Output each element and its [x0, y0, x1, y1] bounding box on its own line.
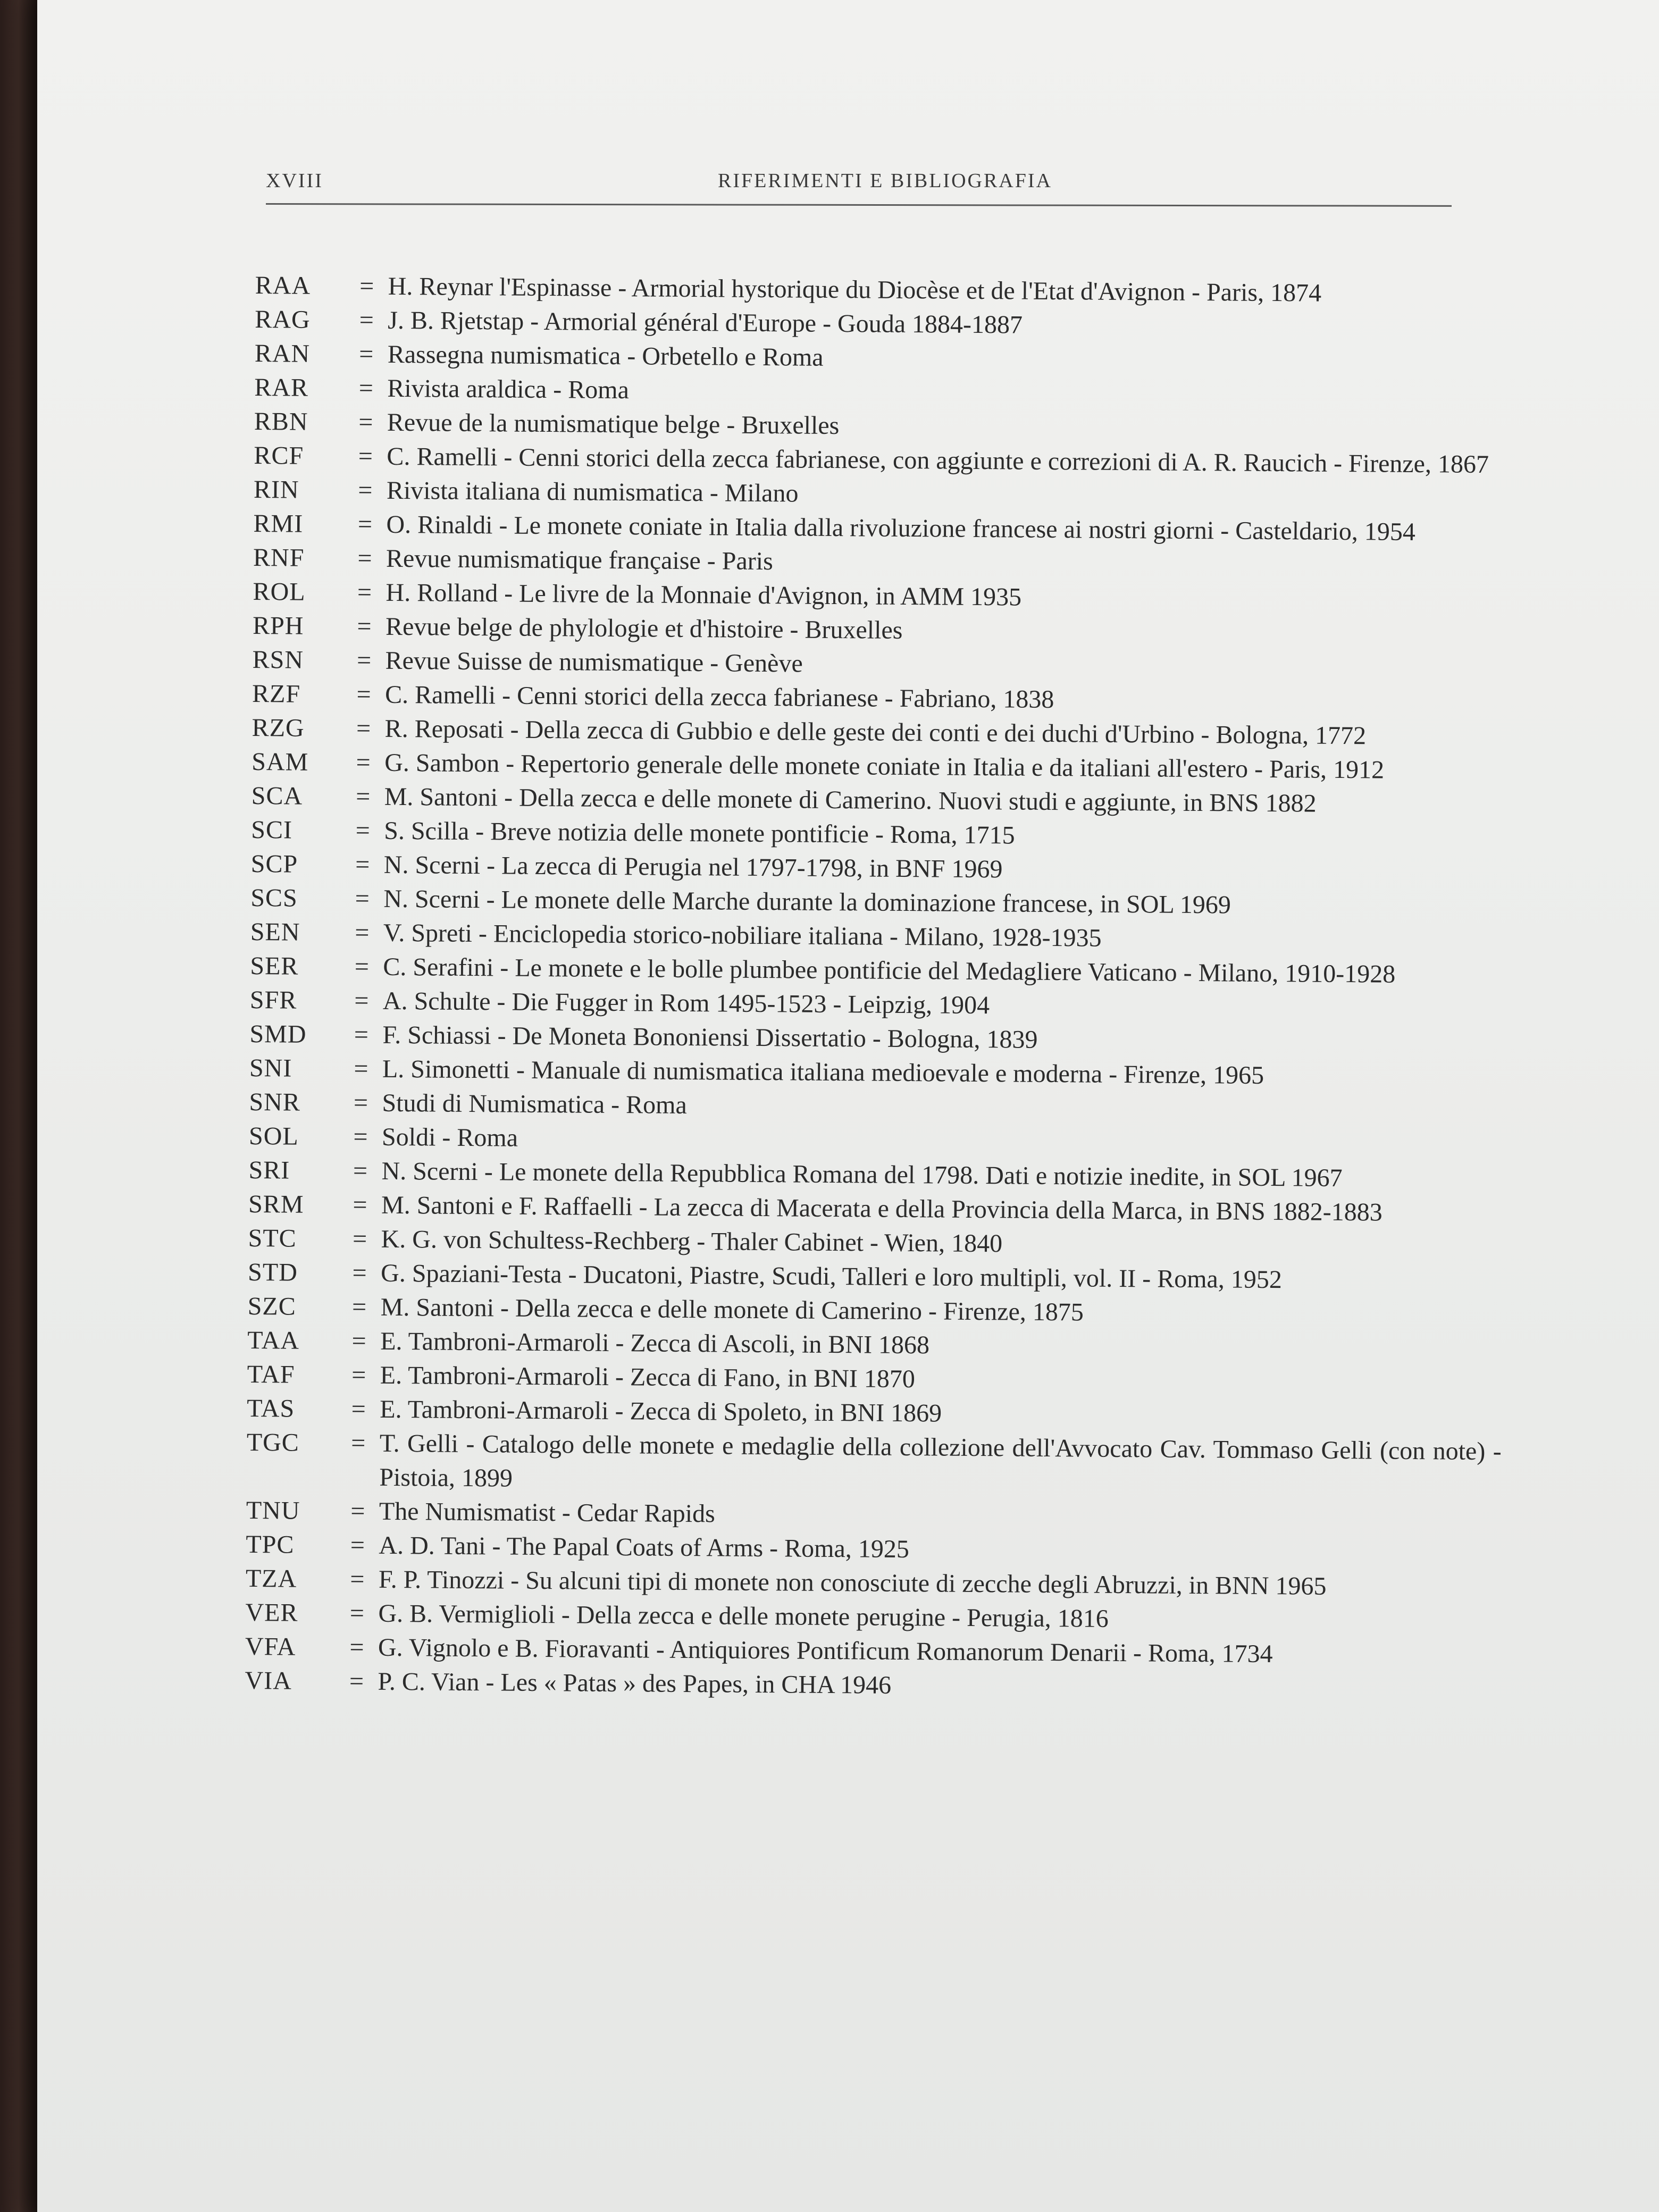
- entry-abbreviation: RPH: [252, 611, 304, 640]
- equals-sign: =: [350, 1497, 365, 1526]
- equals-sign: =: [354, 986, 369, 1015]
- entry-reference: N. Scerni - Le monete delle Marche durante la dominazione francese, in SOL 1969: [383, 884, 1231, 919]
- entry-reference: S. Scilla - Breve notizia delle monete pontificie - Roma, 1715: [384, 816, 1015, 850]
- equals-sign: =: [355, 850, 370, 879]
- entry-abbreviation: RIN: [253, 475, 299, 504]
- entry-abbreviation: SCI: [251, 815, 293, 844]
- entry-reference: Studi di Numismatica - Roma: [382, 1088, 687, 1119]
- entry-reference: Revue numismatique française - Paris: [386, 544, 773, 576]
- entry-abbreviation: SRM: [248, 1189, 304, 1219]
- entry-reference: E. Tambroni-Armaroli - Zecca di Ascoli, in BNI 1868: [380, 1327, 930, 1360]
- equals-sign: =: [355, 816, 370, 845]
- entry-abbreviation: RAG: [255, 305, 311, 334]
- book-binding: [0, 0, 37, 2212]
- equals-sign: =: [356, 646, 372, 675]
- equals-sign: =: [352, 1225, 367, 1253]
- bibliography-list: [245, 269, 1510, 1707]
- equals-sign: =: [351, 1429, 366, 1457]
- entry-abbreviation: SFR: [249, 985, 297, 1015]
- entry-abbreviation: SCA: [251, 781, 303, 810]
- entry-abbreviation: SNR: [249, 1087, 301, 1117]
- entry-reference: Rivista araldica - Roma: [387, 374, 630, 405]
- entry-reference: J. B. Rjetstap - Armorial général d'Europe - Gouda 1884-1887: [388, 306, 1023, 339]
- equals-sign: =: [356, 748, 371, 777]
- entry-reference: Revue Suisse de numismatique - Genève: [385, 646, 803, 678]
- entry-reference: Soldi - Roma: [381, 1122, 518, 1152]
- entry-reference: Revue de la numismatique belge - Bruxelles: [387, 408, 840, 440]
- equals-sign: =: [349, 1599, 365, 1628]
- entry-abbreviation: VIA: [245, 1666, 292, 1695]
- entry-abbreviation: VFA: [245, 1632, 296, 1661]
- equals-sign: =: [357, 544, 372, 573]
- entry-reference: R. Reposati - Della zecca di Gubbio e delle geste dei conti e dei duchi d'Urbino - Bologna, 1772: [384, 714, 1367, 750]
- equals-sign: =: [349, 1633, 364, 1662]
- equals-sign: =: [351, 1293, 367, 1321]
- equals-sign: =: [357, 612, 372, 641]
- equals-sign: =: [355, 782, 371, 811]
- entry-reference: E. Tambroni-Armaroli - Zecca di Fano, in BNI 1870: [380, 1361, 916, 1394]
- entry-abbreviation: SER: [250, 951, 299, 981]
- entry-reference: H. Reynar l'Espinasse - Armorial hystorique du Diocèse et de l'Etat d'Avignon - Paris, 1874: [388, 272, 1322, 307]
- entry-reference: E. Tambroni-Armaroli - Zecca di Spoleto, in BNI 1869: [380, 1395, 942, 1428]
- equals-sign: =: [354, 1054, 368, 1083]
- entry-abbreviation: RAN: [254, 339, 311, 368]
- entry-abbreviation: TNU: [246, 1496, 300, 1525]
- page-number: XVIII: [266, 170, 323, 192]
- entry-abbreviation: RZG: [252, 713, 305, 742]
- equals-sign: =: [359, 340, 374, 368]
- entry-abbreviation: RMI: [253, 509, 304, 538]
- equals-sign: =: [353, 1122, 368, 1151]
- equals-sign: =: [354, 1020, 369, 1049]
- equals-sign: =: [354, 952, 370, 981]
- entry-reference: F. Schiassi - De Moneta Bononiensi Dissertatio - Bologna, 1839: [382, 1020, 1038, 1054]
- entry-reference: V. Spreti - Enciclopedia storico-nobiliare italiana - Milano, 1928-1935: [383, 918, 1102, 952]
- entry-reference: M. Santoni e F. Raffaelli - La zecca di Macerata e della Provincia della Marca, in BNS 1882-1883: [381, 1191, 1382, 1227]
- entry-reference: The Numismatist - Cedar Rapids: [379, 1497, 715, 1528]
- entry-reference: O. Rinaldi - Le monete coniate in Italia dalla rivoluzione francese ai nostri giorni - Casteldario, 1954: [386, 510, 1415, 547]
- entry-reference: A. Schulte - Die Fugger in Rom 1495-1523 - Leipzig, 1904: [382, 986, 990, 1020]
- entry-abbreviation: ROL: [253, 577, 306, 606]
- equals-sign: =: [355, 884, 370, 913]
- entry-reference: G. Vignolo e B. Fioravanti - Antiquiores Pontificum Romanorum Denarii - Roma, 1734: [378, 1633, 1273, 1669]
- entry-abbreviation: STD: [247, 1258, 298, 1287]
- entry-abbreviation: TAF: [247, 1360, 295, 1389]
- entry-abbreviation: RSN: [252, 645, 304, 674]
- entry-abbreviation: SZC: [247, 1292, 296, 1321]
- equals-sign: =: [357, 578, 372, 607]
- entry-reference: N. Scerni - Le monete della Repubblica Romana del 1798. Dati e notizie inedite, in SOL 1967: [381, 1157, 1343, 1193]
- entry-reference: A. D. Tani - The Papal Coats of Arms - Roma, 1925: [379, 1531, 910, 1564]
- entry-reference: G. Sambon - Repertorio generale delle monete coniate in Italia e da italiani all'estero - Paris, 1912: [384, 748, 1385, 784]
- entry-reference: C. Ramelli - Cenni storici della zecca fabrianese, con aggiunte e correzioni di A. R. Raucich - Firenze, 1867: [387, 442, 1489, 479]
- entry-abbreviation: RAR: [254, 373, 309, 402]
- equals-sign: =: [350, 1565, 365, 1594]
- entry-reference: K. G. von Schultess-Rechberg - Thaler Cabinet - Wien, 1840: [381, 1225, 1003, 1258]
- entry-abbreviation: RZF: [252, 679, 301, 708]
- entry-abbreviation: VER: [245, 1598, 298, 1627]
- equals-sign: =: [356, 714, 371, 743]
- entry-reference: N. Scerni - La zecca di Perugia nel 1797-1798, in BNF 1969: [383, 850, 1003, 884]
- entry-abbreviation: TPC: [246, 1530, 295, 1559]
- entry-abbreviation: TAA: [247, 1326, 300, 1355]
- equals-sign: =: [353, 1191, 367, 1219]
- entry-reference: M. Santoni - Della zecca e delle monete di Camerino. Nuovi studi e aggiunte, in BNS 1882: [384, 782, 1317, 818]
- entry-abbreviation: TGC: [246, 1428, 300, 1457]
- equals-sign: =: [351, 1395, 366, 1423]
- equals-sign: =: [355, 918, 370, 947]
- equals-sign: =: [357, 510, 373, 539]
- bibliography-entry: [246, 1426, 1502, 1503]
- entry-abbreviation: TAS: [247, 1394, 295, 1423]
- entry-abbreviation: SMD: [249, 1019, 307, 1049]
- entry-reference: M. Santoni - Della zecca e delle monete di Camerino - Firenze, 1875: [380, 1293, 1084, 1327]
- entry-abbreviation: SCS: [250, 883, 298, 912]
- equals-sign: =: [350, 1531, 365, 1560]
- equals-sign: =: [358, 476, 373, 505]
- entry-abbreviation: SOL: [248, 1121, 299, 1151]
- entry-abbreviation: RNF: [253, 543, 305, 572]
- entry-reference: G. B. Vermiglioli - Della zecca e delle monete perugine - Perugia, 1816: [378, 1599, 1109, 1633]
- entry-abbreviation: SNI: [249, 1053, 292, 1083]
- equals-sign: =: [358, 442, 373, 471]
- equals-sign: =: [353, 1088, 368, 1117]
- entry-abbreviation: SRI: [248, 1155, 290, 1185]
- entry-reference: C. Ramelli - Cenni storici della zecca fabrianese - Fabriano, 1838: [384, 680, 1054, 714]
- equals-sign: =: [352, 1259, 367, 1287]
- entry-reference: F. P. Tinozzi - Su alcuni tipi di monete non conosciute di zecche degli Abruzzi, in BNN 1965: [378, 1565, 1327, 1601]
- entry-abbreviation: SAM: [252, 747, 309, 776]
- entry-reference: T. Gelli - Catalogo delle monete e medaglie della collezione dell'Avvocato Cav. Tommaso Gelli (con note) - Pistoia, 1899: [379, 1429, 1502, 1493]
- entry-abbreviation: RBN: [254, 407, 308, 436]
- entry-abbreviation: TZA: [245, 1564, 297, 1593]
- equals-sign: =: [351, 1327, 366, 1355]
- page-header-title: RIFERIMENTI E BIBLIOGRAFIA: [718, 170, 1052, 192]
- entry-reference: Revue belge de phylologie et d'histoire - Bruxelles: [385, 612, 903, 644]
- entry-reference: H. Rolland - Le livre de la Monnaie d'Avignon, in AMM 1935: [386, 578, 1022, 611]
- entry-abbreviation: SEN: [250, 917, 300, 946]
- entry-abbreviation: SCP: [250, 849, 298, 878]
- equals-sign: =: [356, 680, 371, 709]
- entry-reference: L. Simonetti - Manuale di numismatica italiana medioevale e moderna - Firenze, 1965: [382, 1054, 1264, 1090]
- equals-sign: =: [353, 1157, 368, 1185]
- entry-reference: Rivista italiana di numismatica - Milano: [386, 476, 799, 508]
- entry-reference: P. C. Vian - Les « Patas » des Papes, in CHA 1946: [378, 1667, 892, 1699]
- entry-abbreviation: RAA: [255, 271, 311, 300]
- entry-abbreviation: STC: [248, 1224, 297, 1253]
- entry-reference: Rassegna numismatica - Orbetello e Roma: [387, 340, 824, 372]
- equals-sign: =: [349, 1667, 364, 1696]
- equals-sign: =: [351, 1361, 366, 1389]
- entry-abbreviation: RCF: [254, 441, 304, 470]
- equals-sign: =: [358, 374, 374, 403]
- equals-sign: =: [359, 272, 374, 300]
- equals-sign: =: [358, 408, 373, 437]
- running-head: [266, 169, 1489, 201]
- equals-sign: =: [359, 306, 374, 334]
- entry-reference: G. Spaziani-Testa - Ducatoni, Piastre, Scudi, Talleri e loro multipli, vol. II - Roma, 1952: [380, 1259, 1283, 1294]
- entry-reference: C. Serafini - Le monete e le bolle plumbee pontificie del Medagliere Vaticano - Milano, 1910-1928: [383, 952, 1396, 988]
